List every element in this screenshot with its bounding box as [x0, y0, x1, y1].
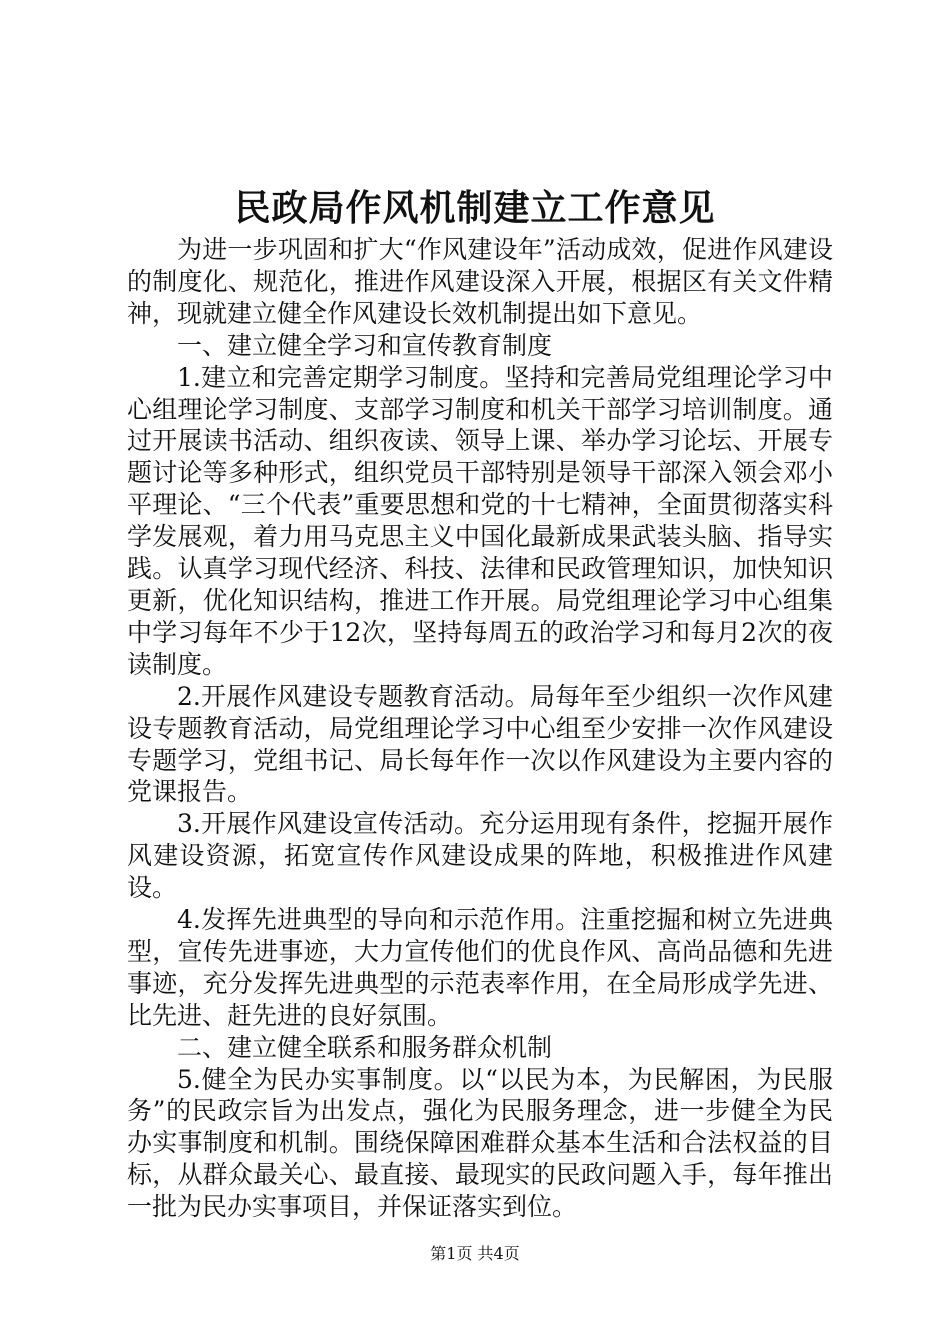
item-paragraph-5: 5.健全为民办实事制度。以“以民为本，为民解困，为民服务”的民政宗旨为出发点，强化为民服务理念，进一步健全为民办实事制度和机制。围绕保障困难群众基本生活和合法权益的目标，从群众最关心、最直接、最现实的民政问题入手，每年推出一批为民办实事项目，并保证落实到位。 — [127, 1064, 833, 1222]
section-heading-2: 二、建立健全联系和服务群众机制 — [177, 1032, 553, 1062]
item-paragraph-3: 3.开展作风建设宣传活动。充分运用现有条件，挖掘开展作风建设资源，拓宽宣传作风建设成果的阵地，积极推进作风建设。 — [127, 809, 833, 903]
section-heading-1: 一、建立健全学习和宣传教育制度 — [177, 330, 553, 360]
item-paragraph-2: 2.开展作风建设专题教育活动。局每年至少组织一次作风建设专题教育活动，局党组理论学习中心组至少安排一次作风建设专题学习，党组书记、局长每年作一次以作风建设为主要内容的党课报告。 — [127, 681, 833, 807]
item-paragraph-1: 1.建立和完善定期学习制度。坚持和完善局党组理论学习中心组理论学习制度、支部学习制度和机关干部学习培训制度。通过开展读书活动、组织夜读、领导上课、举办学习论坛、开展专题讨论等多种形式，组织党员干部特别是领导干部深入领会邓小平理论、“三个代表”重要思想和党的十七精神，全面贯彻落实科学发展观，着力用马克思主义中国化最新成果武装头脑、指导实践。认真学习现代经济、科技、法律和民政管理知识，加快知识更新，优化知识结构，推进工作开展。局党组理论学习中心组集中学习每年不少于12次，坚持每周五的政治学习和每月2次的夜读制度。 — [127, 362, 833, 679]
intro-paragraph: 为进一步巩固和扩大“作风建设年”活动成效，促进作风建设的制度化、规范化，推进作风建设深入开展，根据区有关文件精神，现就建立健全作风建设长效机制提出如下意见。 — [127, 235, 833, 328]
item-paragraph-4: 4.发挥先进典型的导向和示范作用。注重挖掘和树立先进典型，宣传先进事迹，大力宣传他们的优良作风、高尚品德和先进事迹，充分发挥先进典型的示范表率作用，在全局形成学先进、比先进、赶先进的良好氛围。 — [127, 905, 833, 1030]
document-title: 民政局作风机制建立工作意见 — [234, 187, 716, 229]
page-number: 第1页 共4页 — [430, 1244, 520, 1263]
document-body — [127, 234, 833, 1223]
